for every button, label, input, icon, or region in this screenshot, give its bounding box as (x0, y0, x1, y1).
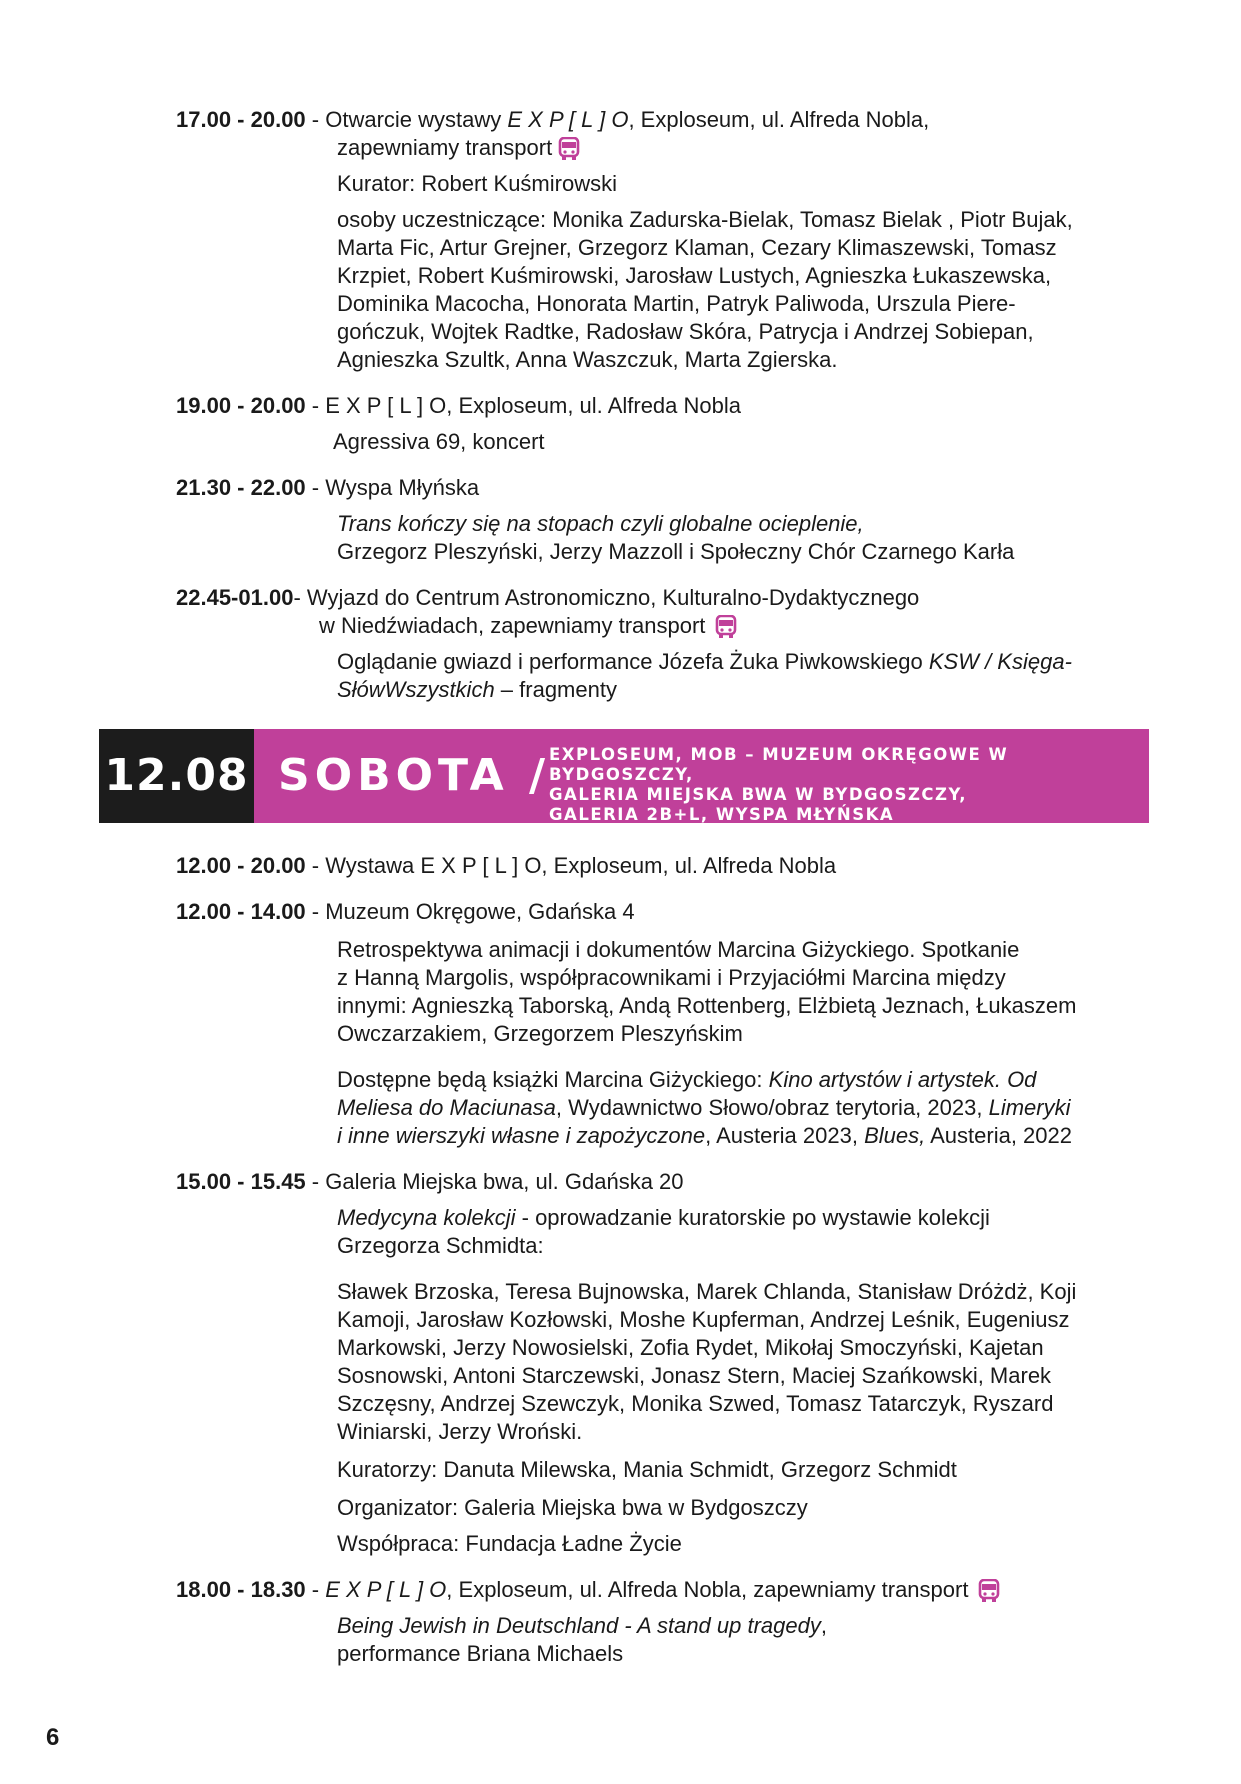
participants-line: Dominika Macocha, Honorata Martin, Patryk Paliwoda, Urszula Piere- (337, 291, 1016, 316)
banner-venue: EXPLOSEUM, MOB – MUZEUM OKRĘGOWE W BYDGOSZCZY, (549, 745, 1009, 784)
event-subtitle: performance Briana Michaels (337, 1641, 624, 1666)
event-title: - Wyjazd do Centrum Astronomiczno, Kulturalno-Dydaktycznego (293, 585, 920, 610)
artists-line: Sosnowski, Antoni Starczewski, Jonasz Stern, Maciej Szańkowski, Marek (337, 1363, 1052, 1388)
event-subtitle: Grzegorza Schmidta: (337, 1233, 544, 1258)
books-note: Austeria, 2022 (925, 1123, 1072, 1148)
event-subtitle-italic: Being Jewish in Deutschland - A stand up tragedy (337, 1613, 821, 1638)
event-time: 12.00 - 20.00 (176, 853, 306, 878)
banner-venue: GALERIA 2B+L, WYSPA MŁYŃSKA (549, 805, 895, 824)
page-number: 6 (46, 1724, 60, 1751)
book-title: Kino artystów i artystek. Od (768, 1067, 1037, 1092)
event-title: - Wystawa E X P [ L ] O, Exploseum, ul. Alfreda Nobla (305, 853, 837, 878)
event-time: 15.00 - 15.45 (176, 1169, 306, 1194)
event-title-italic: E X P [ L ] O (507, 107, 629, 132)
artists-line: Szczęsny, Andrzej Szewczyk, Monika Szwed, Tomasz Tatarczyk, Ryszard (337, 1391, 1054, 1416)
curator: Kurator: Robert Kuśmirowski (337, 171, 617, 196)
event-subtitle: Agressiva 69, koncert (333, 429, 545, 454)
artists-line: Winiarski, Jerzy Wroński. (337, 1419, 583, 1444)
event-title-cont: w Niedźwiadach, zapewniamy transport (319, 613, 706, 638)
participants-line: osoby uczestniczące: Monika Zadurska-Bielak, Tomasz Bielak , Piotr Bujak, (337, 207, 1073, 232)
transport-note: zapewniamy transport (337, 135, 553, 160)
banner-venue: GALERIA MIEJSKA BWA W BYDGOSZCZY, (549, 785, 967, 804)
event-time: 18.00 - 18.30 (176, 1577, 306, 1602)
event-subtitle-italic: Medycyna kolekcji (337, 1205, 516, 1230)
banner-venues (549, 745, 1149, 825)
curators: Kuratorzy: Danuta Milewska, Mania Schmidt, Grzegorz Schmidt (337, 1457, 957, 1482)
participants-line: gończuk, Wojtek Radtke, Radosław Skóra, Patrycja i Andrzej Sobiepan, (337, 319, 1034, 344)
artists-line: Markowski, Jerzy Nowosielski, Zofia Rydet, Mikołaj Smoczyński, Kajetan (337, 1335, 1044, 1360)
participants-line: Agnieszka Szultk, Anna Waszczuk, Marta Zgierska. (337, 347, 838, 372)
books-note: , Wydawnictwo Słowo/obraz terytoria, 2023, (555, 1095, 989, 1120)
participants-line: Marta Fic, Artur Grejner, Grzegorz Klaman, Cezary Klimaszewski, Tomasz (337, 235, 1057, 260)
event-subtitle-italic: Trans kończy się na stopach czyli globalne ocieplenie, (337, 511, 864, 536)
cooperation: Współpraca: Fundacja Ładne Życie (337, 1531, 682, 1556)
books-note: , Austeria 2023, (705, 1123, 865, 1148)
event-title: - E X P [ L ] O, Exploseum, ul. Alfreda Nobla (305, 393, 741, 418)
day-banner (99, 729, 1149, 823)
event-location: , Exploseum, ul. Alfreda Nobla, zapewniamy transport (446, 1577, 969, 1602)
event-title: - Otwarcie wystawy (305, 107, 508, 132)
participants-line: Krzpiet, Robert Kuśmirowski, Jarosław Lustych, Agnieszka Łukaszewska, (337, 263, 1052, 288)
event-time: 12.00 - 14.00 (176, 899, 306, 924)
book-title: i inne wierszyki własne i zapożyczone (337, 1123, 706, 1148)
event-title: - (305, 1577, 326, 1602)
bus-icon (715, 615, 737, 639)
artists-line: Kamoji, Jarosław Kozłowski, Moshe Kupferman, Andrzej Leśnik, Eugeniusz (337, 1307, 1070, 1332)
event-subtitle: Oglądanie gwiazd i performance Józefa Żuka Piwkowskiego (337, 649, 929, 674)
event-description: z Hanną Margolis, współpracownikami i Przyjaciółmi Marcina między (337, 965, 1006, 990)
event-title: - Wyspa Młyńska (305, 475, 480, 500)
book-title: Meliesa do Maciunasa (337, 1095, 556, 1120)
event-time: 19.00 - 20.00 (176, 393, 306, 418)
artists-line: Sławek Brzoska, Teresa Bujnowska, Marek Chlanda, Stanisław Dróżdż, Koji (337, 1279, 1077, 1304)
event-time: 21.30 - 22.00 (176, 475, 306, 500)
bus-icon (978, 1579, 1000, 1603)
event-title: - Galeria Miejska bwa, ul. Gdańska 20 (305, 1169, 684, 1194)
book-title: Limeryki (988, 1095, 1071, 1120)
banner-day-panel (254, 729, 1149, 823)
event-title-italic: E X P [ L ] O (325, 1577, 447, 1602)
bus-icon (558, 137, 580, 161)
event-title: - Muzeum Okręgowe, Gdańska 4 (305, 899, 635, 924)
event-subtitle: – fragmenty (494, 677, 617, 702)
banner-date: 12.08 (99, 729, 254, 823)
event-subtitle-italic: KSW / Księga- (928, 649, 1072, 674)
event-description: innymi: Agnieszką Taborską, Andą Rottenberg, Elżbietą Jeznach, Łukaszem (337, 993, 1077, 1018)
event-description: Owczarzakiem, Grzegorzem Pleszyńskim (337, 1021, 743, 1046)
event-time: 22.45-01.00 (176, 585, 294, 610)
event-subtitle: , (820, 1613, 827, 1638)
event-description: Retrospektywa animacji i dokumentów Marcina Giżyckiego. Spotkanie (337, 937, 1020, 962)
event-time: 17.00 - 20.00 (176, 107, 306, 132)
banner-day-name: SOBOTA / (278, 750, 551, 801)
event-subtitle: Grzegorz Pleszyński, Jerzy Mazzoll i Społeczny Chór Czarnego Karła (337, 539, 1015, 564)
event-location: , Exploseum, ul. Alfreda Nobla, (628, 107, 930, 132)
event-subtitle: - oprowadzanie kuratorskie po wystawie kolekcji (515, 1205, 990, 1230)
book-title: Blues, (864, 1123, 926, 1148)
event-subtitle-italic: SłówWszystkich (337, 677, 495, 702)
organizer: Organizator: Galeria Miejska bwa w Bydgoszczy (337, 1495, 808, 1520)
books-note: Dostępne będą książki Marcina Giżyckiego: (337, 1067, 769, 1092)
